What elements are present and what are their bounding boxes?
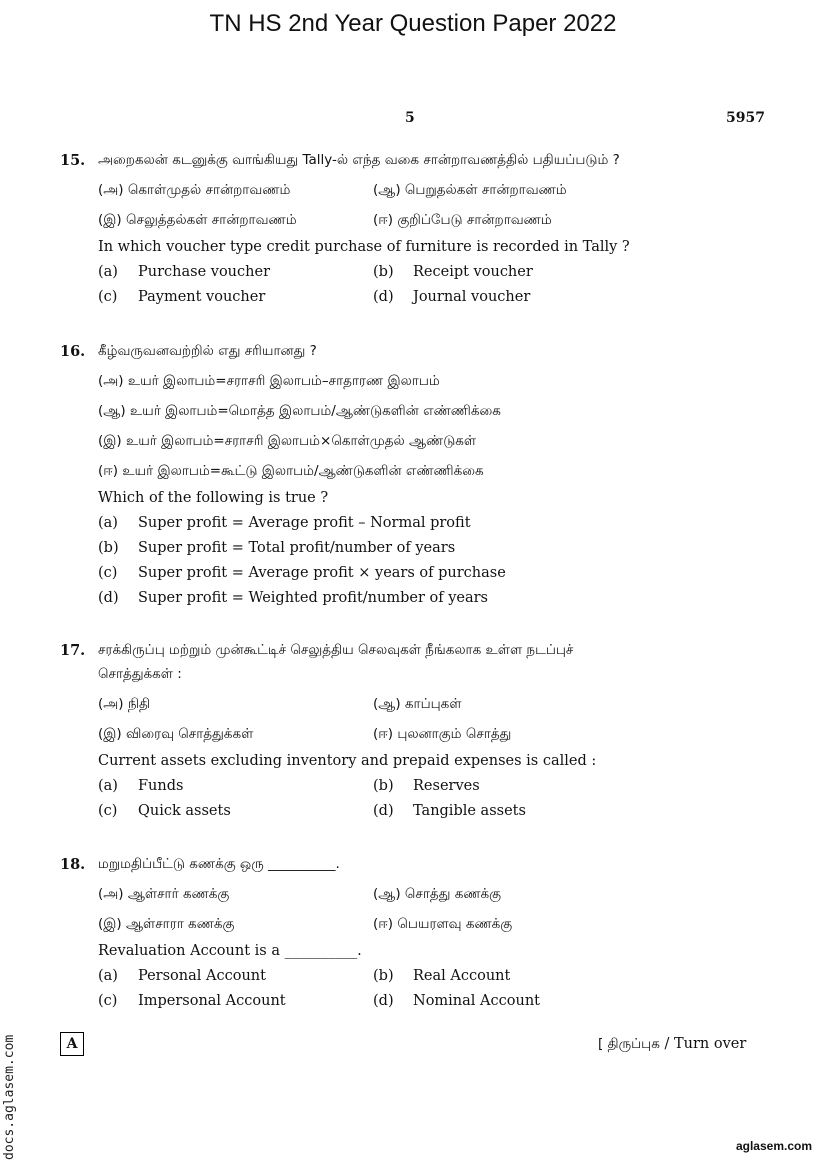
footer-watermark: aglasem.com [735,1139,812,1153]
question-tamil-text: கீழ்வருவனவற்றில் எது சரியானது ? [98,343,317,359]
side-watermark: docs.aglasem.com [2,1034,17,1160]
tamil-option: (ஈ) புலனாகும் சொத்து [373,726,512,742]
tamil-option: (இ) செலுத்தல்கள் சான்றாவணம் [98,212,297,228]
question-number: 18. [60,856,86,873]
question-tamil-text: மறுமதிப்பீட்டு கணக்கு ஒரு __________. [98,856,340,872]
tamil-option: (ஆ) சொத்து கணக்கு [373,886,502,902]
tamil-option: (ஆ) காப்புகள் [373,696,462,712]
question-english-text: Revaluation Account is a __________. [98,943,362,959]
question-english-text: In which voucher type credit purchase of furniture is recorded in Tally ? [98,239,630,255]
document-title: TN HS 2nd Year Question Paper 2022 [209,10,617,37]
tamil-option: (அ) உயர் இலாபம்=சராசரி இலாபம்–சாதாரண இலாபம் [98,373,440,389]
paper-code: 5957 [726,110,765,126]
question-number: 17. [60,642,86,659]
turn-over-note [598,1036,746,1054]
tamil-option: (இ) ஆள்சாரா கணக்கு [98,916,235,932]
question-english-text: Current assets excluding inventory and prepaid expenses is called : [98,753,597,769]
question-number: 15. [60,152,86,169]
tamil-option: (ஆ) உயர் இலாபம்=மொத்த இலாபம்/ஆண்டுகளின் எண்ணிக்கை [98,403,501,419]
paper-set-badge: A [60,1032,84,1056]
tamil-option: (ஈ) குறிப்பேடு சான்றாவணம் [373,212,552,228]
tamil-option: (இ) விரைவு சொத்துக்கள் [98,726,254,742]
tamil-option: (அ) நிதி [98,696,151,712]
question-tamil-text: சரக்கிருப்பு மற்றும் முன்கூட்டிச் செலுத்திய செலவுகள் நீங்கலாக உள்ள நடப்புச் [98,642,574,658]
question-number: 16. [60,343,86,360]
tamil-option: (ஈ) உயர் இலாபம்=கூட்டு இலாபம்/ஆண்டுகளின் எண்ணிக்கை [98,463,484,479]
tamil-option: (இ) உயர் இலாபம்=சராசரி இலாபம்×கொள்முதல் ஆண்டுகள் [98,433,477,449]
tamil-option: (ஈ) பெயரளவு கணக்கு [373,916,513,932]
page-number: 5 [405,110,415,126]
tamil-option: (அ) ஆள்சார் கணக்கு [98,886,230,902]
turn-over-english: / Turn over [664,1036,747,1052]
turn-over-tamil: [ திருப்புக [598,1036,660,1052]
tamil-option: (அ) கொள்முதல் சான்றாவணம் [98,182,291,198]
question-tamil-text-continued: சொத்துக்கள் : [98,666,182,682]
tamil-option: (ஆ) பெறுதல்கள் சான்றாவணம் [373,182,567,198]
question-tamil-text: அறைகலன் கடனுக்கு வாங்கியது Tally-ல் எந்த வகை சான்றாவணத்தில் பதியப்படும் ? [98,152,620,168]
question-english-text: Which of the following is true ? [98,490,329,506]
